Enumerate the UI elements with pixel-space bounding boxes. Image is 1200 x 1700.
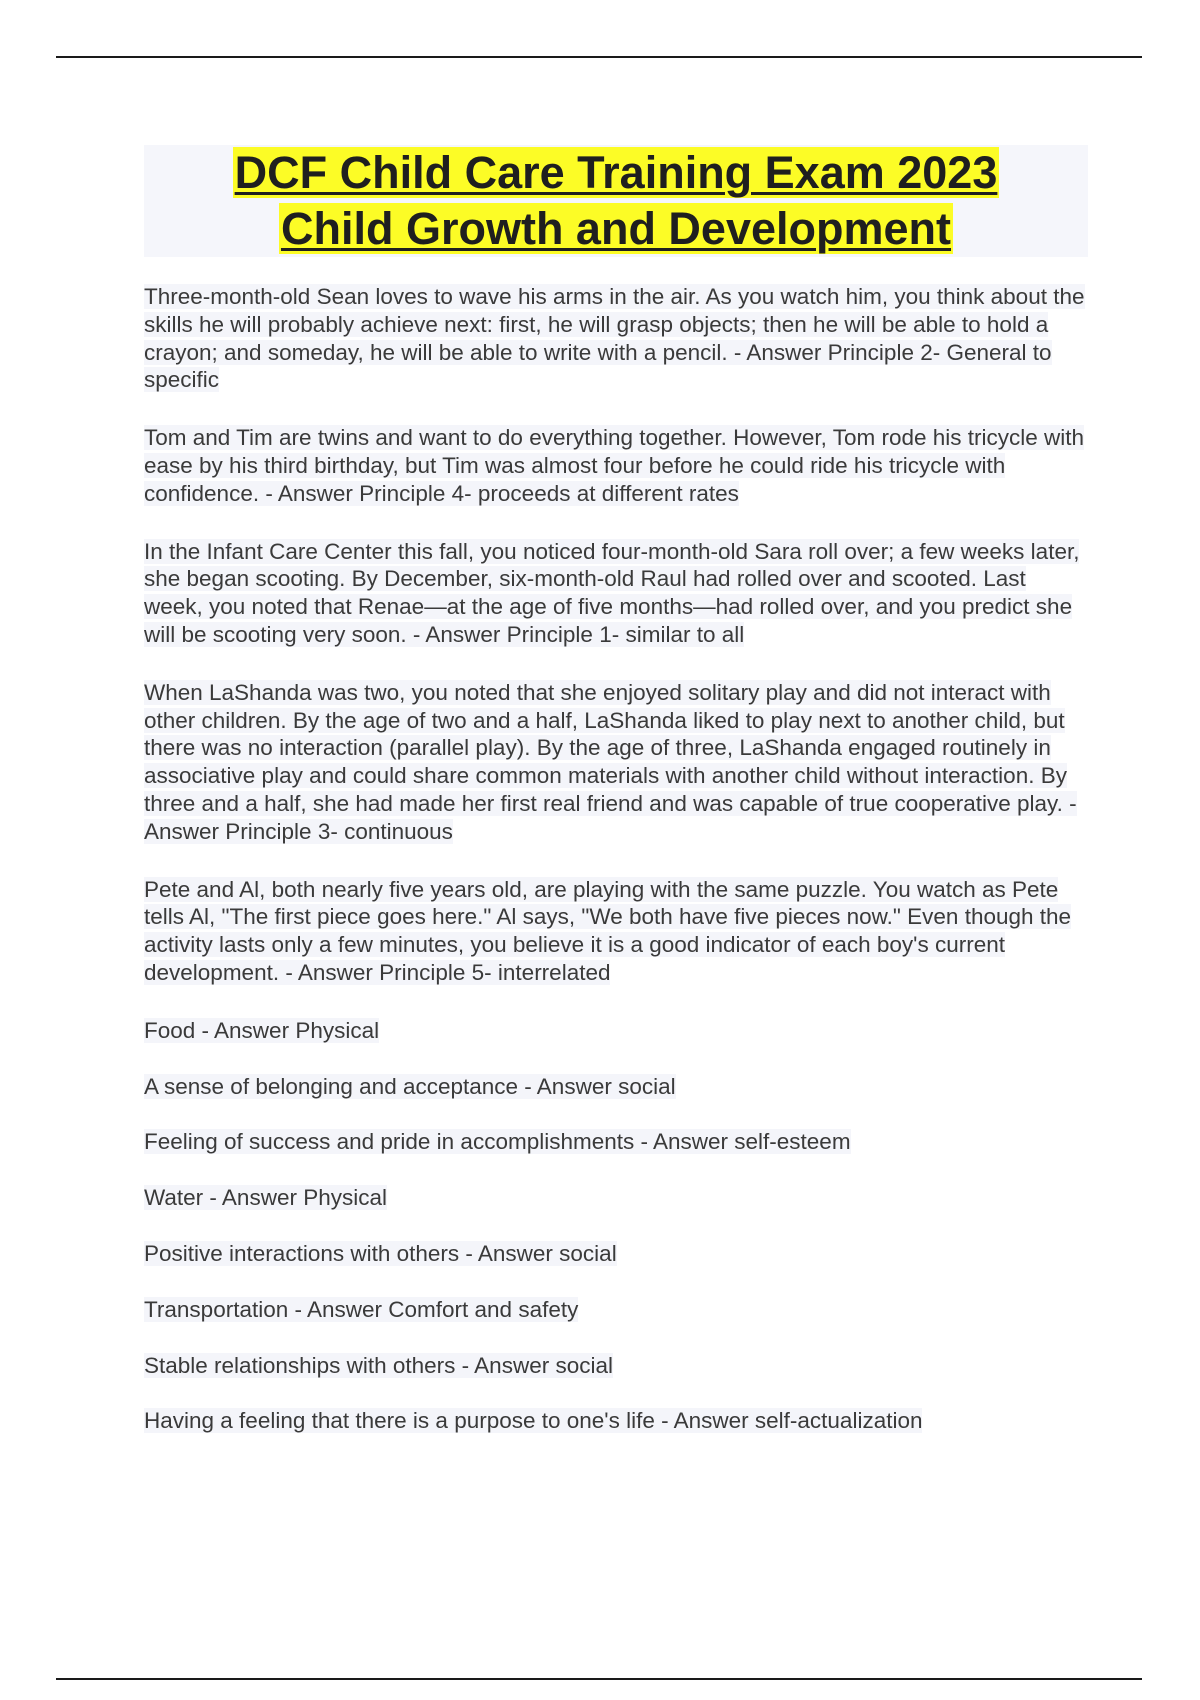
item-text: Water - Answer Physical <box>144 1185 387 1211</box>
question-paragraph <box>144 876 1088 987</box>
item-text: Stable relationships with others - Answer social <box>144 1352 613 1378</box>
item-text: Positive interactions with others - Answer social <box>144 1240 617 1266</box>
paragraph-text: Pete and Al, both nearly five years old, are playing with the same puzzle. You watch as Pete tells Al, "The first piece goes here." Al says, "We both have five pieces now." Even though the activity lasts only a few minutes, you believe it is a good indicator of each boy's current development. - Answer Principle 5- interrelated <box>144 876 1072 985</box>
paragraph-text: In the Infant Care Center this fall, you noticed four-month-old Sara roll over; a few weeks later, she began scooting. By December, six-month-old Raul had rolled over and scooted. Last week, you noted that Renae—at the age of five months—had rolled over, and you predict she will be scooting very soon. - Answer Principle 1- similar to all <box>144 538 1080 647</box>
bottom-divider <box>56 1678 1142 1680</box>
item-text: A sense of belonging and acceptance - Answer social <box>144 1073 676 1099</box>
item-text: Having a feeling that there is a purpose to one's life - Answer self-actualization <box>144 1408 923 1434</box>
title-text-1: DCF Child Care Training Exam 2023 <box>234 147 998 198</box>
question-item <box>144 1407 1088 1435</box>
question-item <box>144 1073 1088 1101</box>
paragraph-text: Three-month-old Sean loves to wave his arms in the air. As you watch him, you think about the skills he will probably achieve next: first, he will grasp objects; then he will be able to hold a crayon; and someday, he will be able to write with a pencil. - Answer Principle 2- General to specific <box>144 284 1085 393</box>
question-paragraph <box>144 679 1088 846</box>
item-text: Feeling of success and pride in accomplishments - Answer self-esteem <box>144 1129 851 1155</box>
question-paragraph <box>144 283 1088 394</box>
question-item <box>144 1296 1088 1324</box>
item-text: Food - Answer Physical <box>144 1017 380 1043</box>
document-body <box>144 283 1088 1463</box>
question-item <box>144 1240 1088 1268</box>
paragraph-text: Tom and Tim are twins and want to do everything together. However, Tom rode his tricycle with ease by his third birthday, but Tim was almost four before he could ride his tricycle with confidence. - Answer Principle 4- proceeds at different rates <box>144 425 1085 506</box>
question-item <box>144 1352 1088 1380</box>
paragraph-text: When LaShanda was two, you noted that she enjoyed solitary play and did not interact with other children. By the age of two and a half, LaShanda liked to play next to another child, but there was no interaction (parallel play). By the age of three, LaShanda engaged routinely in associative play and could share common materials with another child without interaction. By three and a half, she had made her first real friend and was capable of true cooperative play. - Answer Principle 3- continuous <box>144 679 1077 844</box>
question-item <box>144 1128 1088 1156</box>
title-line-1 <box>144 145 1088 201</box>
title-line-2 <box>144 201 1088 257</box>
item-text: Transportation - Answer Comfort and safety <box>144 1296 579 1322</box>
title-text-2: Child Growth and Development <box>280 203 952 254</box>
question-paragraph <box>144 538 1088 649</box>
question-item <box>144 1017 1088 1045</box>
document-title <box>144 145 1088 257</box>
question-paragraph <box>144 424 1088 507</box>
top-divider <box>56 56 1142 58</box>
question-item <box>144 1184 1088 1212</box>
